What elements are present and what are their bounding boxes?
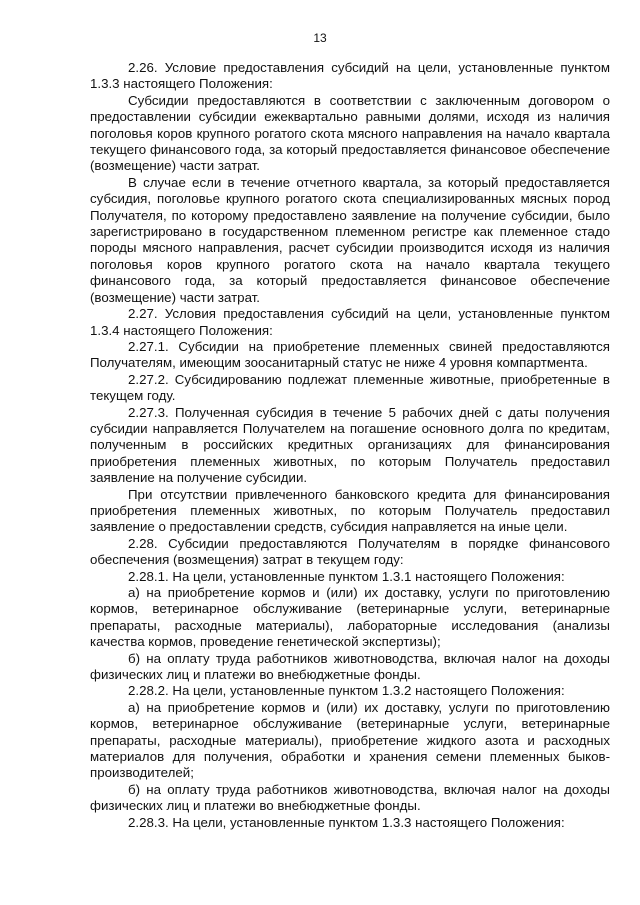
document-body [90, 60, 610, 831]
paragraph-subsidy-schedule: Субсидии предоставляются в соответствии с заключенным договором о предоставлении субсидии ежеквартально равными долями, исходя из наличия поголовья коров крупного рогатого скота мясного направления на начало квартала текущего финансового года, за который предоставляется финансовое обеспечение (возмещение) части затрат. [90, 92, 610, 174]
item-2-28-2-a: а) на приобретение кормов и (или) их доставку, услуги по приготовлению кормов, ветеринарное обслуживание (ветеринарные услуги, ветеринарные препараты, расходные материалы), приобретение жидкого азота и расходных материалов для получения, обработки и хранения семени племенных быков-производителей; [90, 699, 610, 781]
clause-2-28-3: 2.28.3. На цели, установленные пунктом 1.3.3 настоящего Положения: [128, 814, 565, 830]
clause-2-28-1: 2.28.1. На цели, установленные пунктом 1.3.1 настоящего Положения: [128, 568, 565, 584]
item-2-28-1-a: а) на приобретение кормов и (или) их доставку, услуги по приготовлению кормов, ветеринарное обслуживание (ветеринарные услуги, ветеринарные препараты, расходные материалы), лабораторные исследования (анализы качества кормов, проведение генетической экспертизы); [90, 585, 610, 650]
clause-2-27: 2.27. Условия предоставления субсидий на цели, установленные пунктом 1.3.4 настоящего Положения: [90, 306, 610, 338]
clause-2-27-2: 2.27.2. Субсидированию подлежат племенные животные, приобретенные в текущем году. [90, 371, 610, 404]
clause-2-26: 2.26. Условие предоставления субсидий на цели, установленные пунктом 1.3.3 настоящего Положения: [90, 60, 610, 92]
item-2-28-2-b: б) на оплату труда работников животноводства, включая налог на доходы физических лиц и платежи во внебюджетные фонды. [90, 781, 610, 814]
clause-2-28: 2.28. Субсидии предоставляются Получателям в порядке финансового обеспечения (возмещения) затрат в текущем году: [90, 535, 610, 568]
clause-2-28-2: 2.28.2. На цели, установленные пунктом 1.3.2 настоящего Положения: [128, 683, 565, 699]
paragraph-no-credit: При отсутствии привлеченного банковского кредита для финансирования приобретения племенных животных, по которым Получатель предоставил заявление о предоставлении средств, субсидия направляется на иные цели. [90, 486, 610, 535]
page-number: 13 [313, 31, 327, 45]
paragraph-breeding-register: В случае если в течение отчетного квартала, за который предоставляется субсидия, поголовье крупного рогатого скота специализированных мясных пород Получателя, по которому предоставлено заявление на получение субсидии, было зарегистрировано в государственном племенном регистре как племенное стадо породы мясного направления, расчет субсидии производится исходя из наличия поголовья коров крупного рогатого скота на начало квартала текущего финансового года, за который предоставляется финансовое обеспечение (возмещение) части затрат. [90, 174, 610, 305]
item-2-28-1-b: б) на оплату труда работников животноводства, включая налог на доходы физических лиц и платежи во внебюджетные фонды. [90, 650, 610, 683]
clause-2-27-3: 2.27.3. Полученная субсидия в течение 5 рабочих дней с даты получения субсидии направляется Получателем на погашение основного долга по кредитам, полученным в российских кредитных организациях для финансирования приобретения племенных животных, по которым Получатель предоставил заявление на получение субсидии. [90, 404, 610, 486]
clause-2-27-1: 2.27.1. Субсидии на приобретение племенных свиней предоставляются Получателям, имеющим зоосанитарный статус не ниже 4 уровня компартмента. [90, 338, 610, 371]
